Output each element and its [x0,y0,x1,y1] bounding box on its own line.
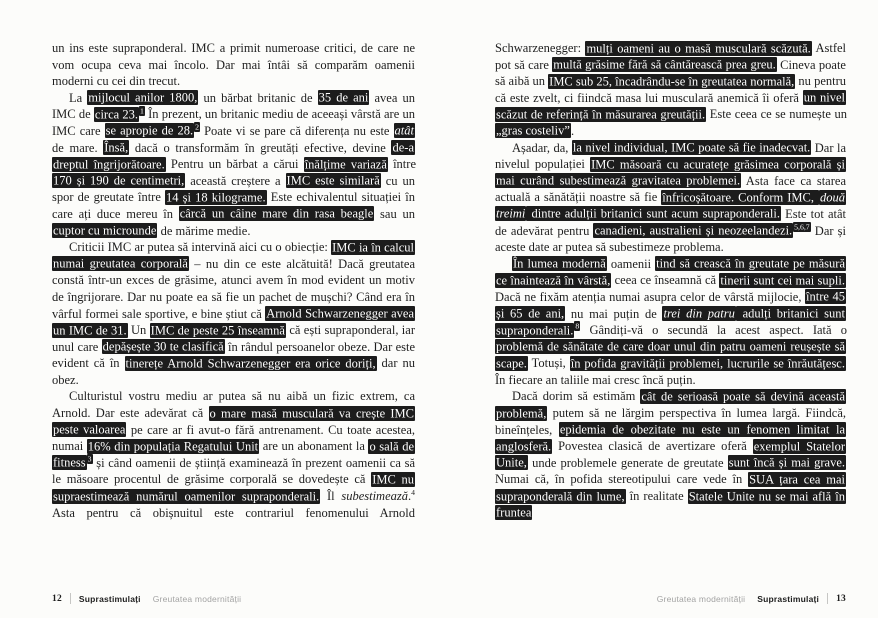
footer-divider [827,593,828,604]
footnote-reference: 4 [411,487,415,497]
text-run: și când oamenii de știință examinează în prezent oamenii ca să le măsoare procentul de grăsime corporală se dovedește că [52,455,415,487]
text-run: Dacă ne fixăm atenția numai asupra celor de vârstă mijlocie, [495,289,806,304]
paragraph [52,239,415,388]
highlighted-text: exemplul Statelor Unite, [496,439,845,470]
text-run: Dar și aceste date ar putea să subestimeze problema. [495,223,847,255]
page-right-footer [439,593,878,604]
paragraph [52,388,415,521]
footer-chapter-title: Greutatea modernității [656,593,746,604]
text-run: . [408,489,412,504]
highlighted-text: tinerețe Arnold Schwarzenegger era orice doriți, [125,356,376,371]
highlighted-text: tind să crească în greutate pe măsură ce înaintează în vârstă, [496,256,845,288]
text-run: Un [127,323,150,338]
text-run: între [387,157,416,172]
text-run: dar nu obez. [52,356,415,387]
text-run: de mărime medie. [157,223,251,238]
highlighted-text: problemă de sănătate de care doar unul din patru oameni reușește să scape. [496,339,845,371]
highlighted-text: IMC este similară [286,173,380,188]
text-run: dacă o transformăm în greutăți efective, devine [129,140,392,155]
footer-book-title: Suprastimulați [78,593,141,604]
paragraph [495,388,846,521]
highlighted-text: IMC de peste 25 înseamnă [150,323,285,338]
highlighted-text: 14 și 18 kilograme. [166,190,266,205]
text-run: pe care ar fi avut-o fără antrenament. Cu toate acestea, numai [52,422,416,454]
highlighted-text: În lumea modernă [513,256,606,271]
text-run: Cineva poate să aibă un [495,57,846,89]
text-run: În prezent, un britanic mediu de aceeași vârstă are un IMC care [52,107,415,138]
text-run: această creștere a [185,173,286,188]
highlighted-text: mijlocul anilor 1800, [88,90,198,105]
text-run: Schwarzenegger: [495,41,586,55]
text-run: – nu din ce este alcătuită! Dacă greutatea constă într-un exces de grăsime, atunci avem în mod evident un motiv de îngrijorare. Dar nu poate ea să fie un pachet de mușchi? Când era în vârful formei sale sportive, e bine știut că [52,256,415,321]
text-run: Criticii IMC ar putea să intervină aici cu o obiecție: [69,240,332,255]
text-run: avea un IMC de [52,90,415,122]
text-run: Este echivalentul situației în care ați duce mereu în [52,190,416,221]
footer-book-title: Suprastimulați [757,593,820,604]
paragraph [495,256,846,389]
footer-chapter-title: Greutatea modernității [152,593,242,604]
highlighted-text: 35 de ani [318,90,369,105]
text-run: oamenii [606,256,656,271]
text-run: subestimează [341,489,408,504]
highlighted-text: la nivel individual, IMC poate să fie inadecvat. [572,140,811,155]
highlighted-text: o mare masă musculară va crește IMC peste valoarea [53,406,414,437]
highlighted-text: multă grăsime fără să cântărească prea greu. [553,57,776,72]
paragraph [495,140,846,256]
text-run: nu mai puțin de [565,306,663,321]
footnote-reference: 5,6,7 [794,222,810,232]
text-run: Este ceea ce se numește un [706,107,847,122]
highlighted-text: IMC măsoară cu acuratețe grăsimea corporală și mai curând subestimează gravitatea problemei. [496,157,845,188]
highlighted-text: Însă, [104,140,129,155]
highlighted-text: IMC sub 25, încadrându-se în greutatea normală, [549,74,795,89]
paragraph [52,40,415,90]
text-run: un bărbat britanic de [198,90,318,105]
highlighted-text: IMC nu supraestimează numărul oamenilor supraponderali. [53,472,414,504]
footnote-reference: 1 [140,106,144,116]
highlighted-text: SUA țara cea mai supraponderală din lume, [496,472,845,504]
text-run: Culturistul vostru mediu ar putea să nu aibă un fizic extrem, ca Arnold. Dar este adevărat că [52,389,415,421]
highlighted-text: circa 23. [94,107,139,122]
highlighted-text: tinerii sunt cei mai supli. [720,273,845,288]
text-run: Așadar, da, [512,140,572,155]
highlighted-text: de-a dreptul îngrijorătoare. [53,140,414,172]
text-run: Povestea clasică de avertizare oferă [552,439,753,454]
highlighted-text: Arnold Schwarzenegger avea un IMC de 31. [53,306,414,338]
text-run: Astfel pot să care [495,41,846,72]
paragraph [495,40,846,140]
text-run: de mare. [52,140,104,155]
text-run: în realitate [625,489,688,504]
text-run: unde problemele generate de greutate [527,455,728,470]
highlighted-text: mulți oameni au o masă musculară scăzută. [586,41,811,55]
highlighted-text: adulți britanici sunt supraponderali. [496,306,845,338]
text-run: Dar la nivelul populației [495,140,846,172]
highlighted-text: înfricoșătoare. Conform IMC, [662,190,818,205]
highlighted-text: o sală de fitness [53,439,415,470]
text-run: Asta pentru că obișnuitul este contrariul fenomenului Arnold [52,505,415,520]
highlighted-text: Statele Unite nu se mai află în fruntea [496,489,845,520]
text-run: Asta face ca starea actuală a sănătății noastre să fie [495,173,846,205]
text-run: în rândul persoanelor obeze. Dar este evident că în [52,339,416,371]
footnote-reference: 8 [575,321,580,331]
text-run: Dacă dorim să estimăm [512,389,641,404]
footer-divider [70,593,71,604]
text-run: În fiecare an taliile mai cresc încă puțin. [495,372,696,387]
page-left-text [0,0,439,521]
highlighted-text: între 45 și 65 de ani, [496,289,845,321]
text-run: Numai că, în pofida stereotipului care vede în [495,472,749,487]
highlighted-text: trei din patru [663,306,735,321]
text-run: Pentru un bărbat a cărui [165,157,304,172]
text-run: Îl [320,489,342,504]
page-right [439,0,878,618]
paragraph [52,90,415,239]
text-run: cu un spor de greutate între [52,173,415,205]
highlighted-text: atât [394,123,414,138]
highlighted-text: în pofida gravității problemei, lucrurile se înrăutățesc. [570,356,845,371]
highlighted-text: 170 și 190 de centimetri, [53,173,185,188]
text-run: Este tot atât de adevărat pentru [495,206,846,238]
page-right-text [439,0,878,521]
text-run: are un abonament la [259,439,369,454]
text-run: Totuși, [527,356,570,371]
text-run: ceea ce înseamnă că [611,273,720,288]
highlighted-text: un nivel scăzut de referință în măsurarea greutății. [496,90,845,122]
highlighted-text: dintre adulții britanici sunt acum supraponderali. [527,206,780,221]
highlighted-text: „gras costeliv” [496,123,570,138]
highlighted-text: IMC ia în calcul numai greutatea corporală [53,240,414,271]
text-run: sau un [374,206,415,221]
text-run: un ins este supraponderal. IMC a primit numeroase critici, de care ne vom ocupa ceva mai încolo. Dar mai întâi să comparăm oamenii moderni cu cei din trecut. [52,41,415,89]
text-run: Gândiți-vă o secundă la acest aspect. Iată o [580,323,847,338]
page-number: 13 [836,593,846,604]
highlighted-text: înălțime variază [304,157,387,172]
text-run: . [570,123,575,138]
text-run: La [69,90,88,105]
footnote-reference: 3 [87,454,92,464]
footnote-reference: 2 [195,122,199,132]
highlighted-text: epidemia de obezitate nu este un fenomen limitat la anglosferă. [496,422,846,454]
text-run: că ești supraponderal, iar unul care [52,323,415,354]
highlighted-text: două treimi [496,190,845,221]
text-run: Poate vi se pare că diferența nu este [200,123,394,138]
highlighted-text: sunt încă și mai grave. [728,455,845,470]
text-run: nu pentru că este zvelt, ci fiindcă masa lui musculară anemică îi oferă [495,74,847,105]
page-number: 12 [52,593,62,604]
highlighted-text: depășește 30 te clasifică [102,339,224,354]
highlighted-text: cârcă un câine mare din rasa beagle [179,206,374,221]
page-left-footer [0,593,439,604]
highlighted-text: cât de serioasă poate să devină această problemă, [496,389,845,421]
highlighted-text: cuptor cu microunde [53,223,157,238]
highlighted-text: 16% din populația Regatului Unit [87,439,259,454]
highlighted-text: canadieni, australieni și neozeelandezi. [594,223,793,238]
text-run: putem să ne lărgim perspectiva în lumea largă. Fiindcă, bineînțeles, [495,406,846,437]
highlighted-text: se apropie de 28. [105,123,194,138]
